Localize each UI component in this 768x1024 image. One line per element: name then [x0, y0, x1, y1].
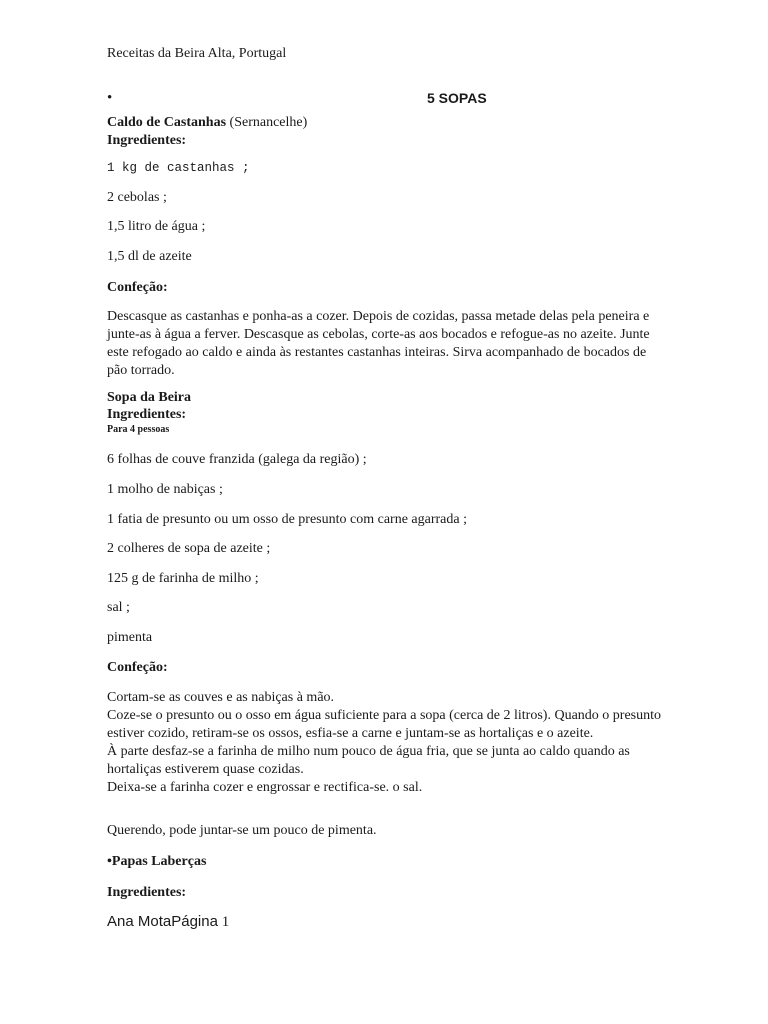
ingredients-label: Ingredientes:	[107, 133, 187, 148]
page-footer	[107, 913, 229, 931]
confeccao-line: Cortam-se as couves e as nabiças à mão.	[107, 690, 335, 705]
ingredients-label: Ingredientes:	[107, 407, 187, 422]
footer-page-number: 1	[221, 914, 230, 930]
recipe-region: (Sernancelhe)	[229, 115, 308, 130]
document-header: Receitas da Beira Alta, Portugal	[107, 46, 287, 61]
confeccao-text: Descasque as castanhas e ponha-as a cozer. Depois de cozidas, passa metade delas pela peneira e junte-as à água a ferver. Descasque as cebolas, corte-as aos bocados e refogue-as no azeite. Junte este refogado ao caldo e ainda às restantes castanhas inteiras. Sirva acompanhado de bocados de pão torrado.	[107, 309, 650, 378]
recipe-title: Sopa da Beira	[107, 390, 192, 405]
recipe-title: Caldo de Castanhas	[107, 115, 227, 130]
ingredient-item: 2 colheres de sopa de azeite ;	[107, 541, 271, 556]
ingredients-label: Ingredientes:	[107, 885, 187, 900]
recipe-title-line	[107, 115, 307, 131]
ingredient-item: 1 fatia de presunto ou um osso de presunto com carne agarrada ;	[107, 512, 467, 527]
confeccao-line: À parte desfaz-se a farinha de milho num pouco de água fria, que se junta ao caldo quando as hortaliças estiverem quase cozidas.	[107, 744, 630, 777]
confeccao-text	[107, 689, 662, 797]
ingredient-item: 2 cebolas ;	[107, 190, 167, 205]
servings-note: Para 4 pessoas	[107, 424, 170, 435]
recipe-note: Querendo, pode juntar-se um pouco de pimenta.	[107, 823, 377, 838]
ingredient-item: 1 kg de castanhas ;	[107, 161, 250, 175]
footer-author: Ana Mota	[107, 913, 172, 930]
ingredient-item: 1,5 litro de água ;	[107, 219, 206, 234]
section-title: 5 SOPAS	[427, 90, 487, 106]
footer-page-label: Página	[171, 913, 218, 930]
ingredient-item: 1 molho de nabiças ;	[107, 482, 223, 497]
ingredient-item: sal ;	[107, 600, 130, 615]
ingredient-item: 6 folhas de couve franzida (galega da região) ;	[107, 452, 367, 467]
ingredient-item: 1,5 dl de azeite	[107, 249, 192, 264]
confeccao-label: Confeção:	[107, 660, 168, 675]
ingredient-item: pimenta	[107, 630, 153, 645]
recipe-title: •Papas Laberças	[107, 854, 207, 869]
confeccao-line: Coze-se o presunto ou o osso em água suficiente para a sopa (cerca de 2 litros). Quando o presunto estiver cozido, retiram-se os ossos, esfia-se a carne e juntam-se as hortaliças e o azeite.	[107, 708, 661, 741]
ingredient-item: 125 g de farinha de milho ;	[107, 571, 259, 586]
confeccao-label: Confeção:	[107, 280, 168, 295]
bullet-mark: •	[107, 90, 113, 106]
confeccao-line: Deixa-se a farinha cozer e engrossar e rectifica-se. o sal.	[107, 780, 423, 795]
